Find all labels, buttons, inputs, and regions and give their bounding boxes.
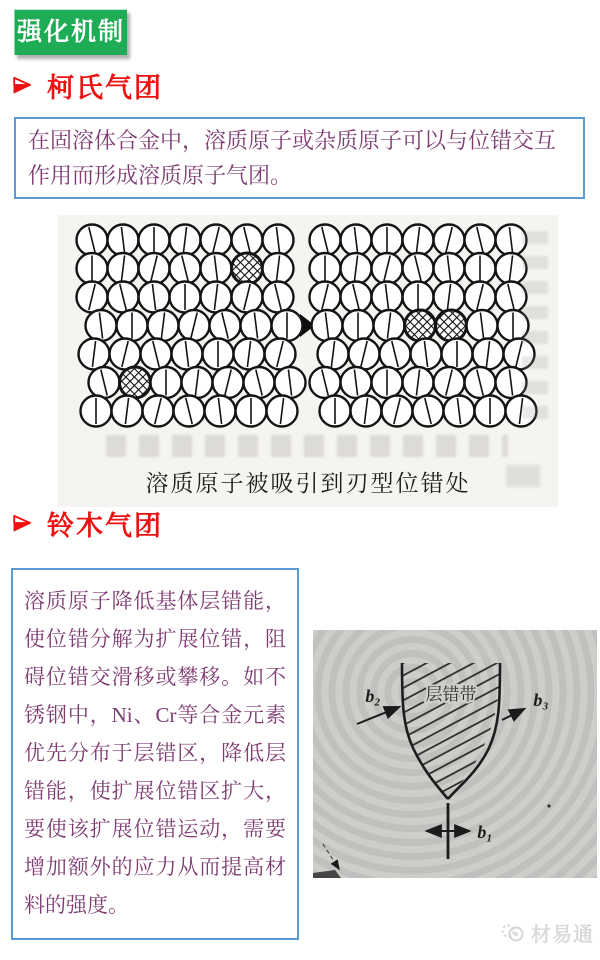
- solute-atom: [232, 253, 263, 284]
- figure1-caption: 溶质原子被吸引到刃型位错处: [145, 471, 471, 496]
- title-badge: 强化机制: [14, 9, 127, 55]
- b3-vector-arrow: [502, 709, 524, 720]
- b2-vector-arrow: [357, 707, 399, 724]
- arrow-bullet-icon: [12, 74, 34, 96]
- solute-atom: [405, 310, 436, 341]
- section1-title: 柯氏气团: [47, 72, 163, 103]
- section1-heading: [12, 68, 163, 102]
- arrow-bullet-icon: [12, 512, 34, 534]
- scan-bleed-artifact: [106, 435, 508, 457]
- watermark-logo-icon: [500, 921, 526, 945]
- watermark: [500, 918, 594, 947]
- stacking-fault-band: [402, 663, 500, 799]
- solute-atom: [120, 367, 151, 398]
- b3-label: b₃: [533, 690, 549, 710]
- section2-title: 铃木气团: [47, 510, 163, 541]
- scan-dot-artifact: [547, 804, 550, 807]
- scan-corner-artifact: [323, 844, 339, 869]
- lattice-left: [77, 225, 306, 427]
- figure1-svg: [58, 215, 558, 447]
- watermark-text: 材易通: [531, 924, 594, 946]
- stacking-fault-band-label: 层错带: [425, 685, 477, 704]
- scan-corner-artifact: [313, 870, 341, 878]
- b1-label: b₁: [477, 822, 493, 842]
- section2-textbox: 溶质原子降低基体层错能，使位错分解为扩展位错，阻碍位错交滑移或攀移。如不锈钢中，Ni、Cr等合金元素优先分布于层错区，降低层错能，使扩展位错区扩大，要使该扩展位错运动，需要增加额外的应力从而提高材料的强度。: [11, 568, 299, 940]
- suzuki-figure: [313, 630, 597, 878]
- figure2-svg: [313, 630, 597, 878]
- solute-atom: [436, 310, 467, 341]
- lattice-right: [310, 225, 537, 427]
- section2-heading: [12, 506, 163, 540]
- scan-bleed-artifact: [522, 231, 548, 421]
- b2-label: b₂: [365, 686, 381, 706]
- cottrell-figure: [58, 215, 558, 507]
- section1-textbox: 在固溶体合金中，溶质原子或杂质原子可以与位错交互作用而形成溶质原子气团。: [14, 117, 585, 199]
